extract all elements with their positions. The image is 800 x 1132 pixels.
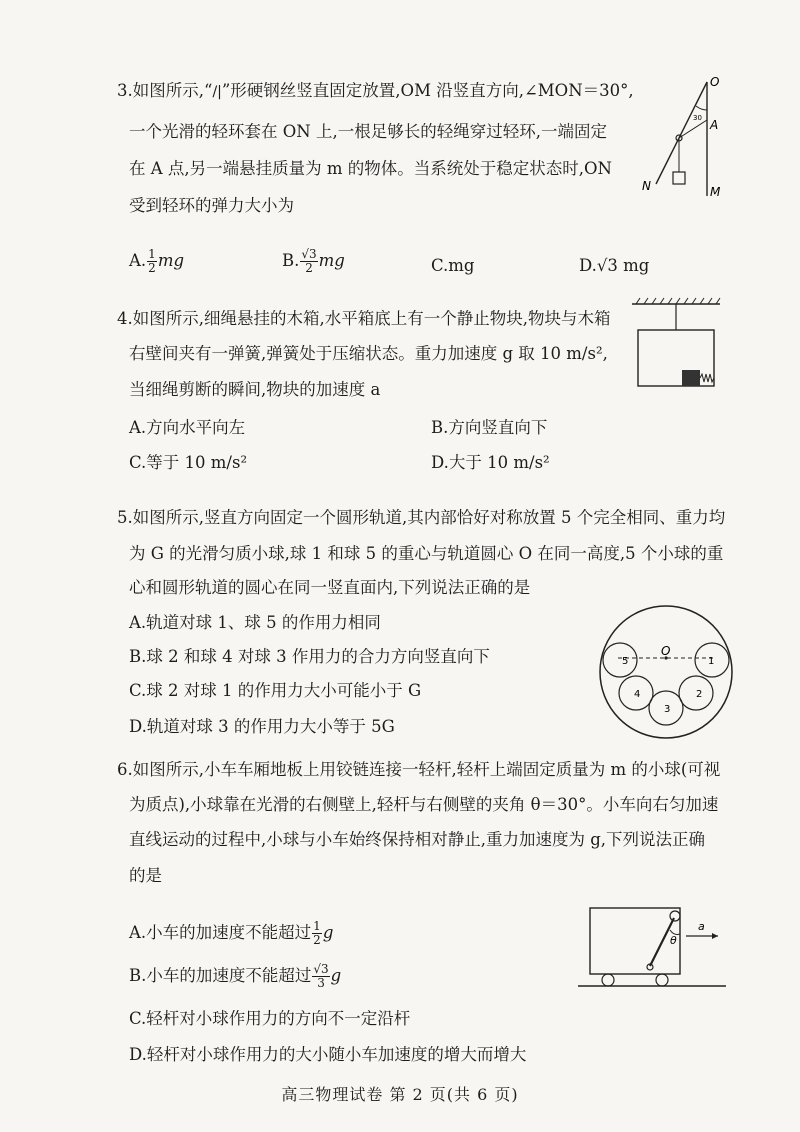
label-n: N [642, 179, 651, 193]
label-m: M [710, 185, 721, 199]
label-o: O [661, 644, 671, 658]
label-o: O [710, 75, 720, 89]
q4-option-a: A.方向水平向左 [129, 418, 246, 437]
q3-stem-line-1: 3.如图所示,“/|”形硬钢丝竖直固定放置,OM 沿竖直方向,∠MON＝30°, [117, 81, 634, 100]
cart-body [590, 908, 680, 974]
q6-option-c: C.轻杆对小球作用力的方向不一定沿杆 [129, 1009, 411, 1028]
wheel-left [602, 974, 614, 986]
angle-arc [696, 106, 707, 110]
q6-stem-line-1: 6.如图所示,小车车厢地板上用铰链连接一轻杆,轻杆上端固定质量为 m 的小球(可视 [117, 760, 721, 779]
page-footer: 高三物理试卷 第 2 页(共 6 页) [281, 1085, 519, 1104]
q4-option-b: B.方向竖直向下 [431, 418, 548, 437]
q6-stem-line-2: 为质点),小球靠在光滑的右侧壁上,轻杆与右侧壁的夹角 θ＝30°。小车向右匀加速 [129, 795, 719, 814]
label-ball-5: 5 [622, 656, 629, 667]
label-angle: 30 [693, 114, 702, 122]
q3-option-d: D.√3 mg [579, 256, 650, 275]
circular-track [600, 606, 732, 738]
q3-stem-line-3: 在 A 点,另一端悬挂质量为 m 的物体。当系统处于稳定状态时,ON [129, 159, 612, 178]
q5-figure [598, 604, 734, 740]
q5-option-d: D.轨道对球 3 的作用力大小等于 5G [129, 717, 395, 736]
q5-option-b: B.球 2 和球 4 对球 3 作用力的合力方向竖直向下 [129, 647, 490, 666]
q4-stem-line-3: 当细绳剪断的瞬间,物块的加速度 a [129, 380, 381, 399]
spring [700, 374, 714, 382]
q5-stem-line-3: 心和圆形轨道的圆心在同一竖直面内,下列说法正确的是 [129, 578, 531, 597]
q5-option-c: C.球 2 对球 1 的作用力大小可能小于 G [129, 681, 422, 700]
q3-option-c: C.mg [431, 256, 475, 275]
small-ball [670, 911, 680, 921]
q4-option-d: D.大于 10 m/s² [431, 453, 550, 472]
q3-option-b: B. $\frac{√3}{2}$ mg [282, 247, 345, 275]
label-ball-2: 2 [696, 689, 703, 700]
ball-5 [603, 643, 637, 677]
label-a: a [698, 920, 705, 933]
q6-figure [578, 900, 728, 996]
label-a: A [710, 118, 719, 132]
q6-option-a: A.小车的加速度不能超过 $\frac{1}{2}$ g [129, 919, 334, 947]
q6-option-d: D.轻杆对小球作用力的大小随小车加速度的增大而增大 [129, 1045, 527, 1064]
q4-stem-line-1: 4.如图所示,细绳悬挂的木箱,水平箱底上有一个静止物块,物块与木箱 [117, 309, 611, 328]
q4-stem-line-2: 右壁间夹有一弹簧,弹簧处于压缩状态。重力加速度 g 取 10 m/s², [129, 344, 608, 363]
mass-block [673, 172, 685, 184]
q4-option-c: C.等于 10 m/s² [129, 453, 248, 472]
ceiling-hatch [636, 298, 720, 304]
q6-stem-line-3: 直线运动的过程中,小球与小车始终保持相对静止,重力加速度为 g,下列说法正确 [129, 830, 706, 849]
q6-option-b: B.小车的加速度不能超过 $\frac{√3}{3}$ g [129, 962, 342, 990]
block [682, 370, 700, 386]
q3-figure [640, 72, 730, 202]
q6-stem-line-4: 的是 [129, 866, 162, 885]
wheel-right [656, 974, 668, 986]
q3-stem-line-2: 一个光滑的轻环套在 ON 上,一根足够长的轻绳穿过轻环,一端固定 [129, 122, 607, 141]
rod-on [656, 82, 707, 184]
q5-stem-line-2: 为 G 的光滑匀质小球,球 1 和球 5 的重心与轨道圆心 O 在同一高度,5 个小球的重 [129, 544, 724, 563]
q3-option-a: A. $\frac{1}{2}$ mg [129, 247, 185, 275]
label-ball-1: 1 [708, 656, 715, 667]
label-ball-4: 4 [634, 689, 641, 700]
q3-stem-line-4: 受到轻环的弹力大小为 [129, 196, 294, 215]
q5-option-a: A.轨道对球 1、球 5 的作用力相同 [129, 613, 381, 632]
label-theta: θ [670, 934, 677, 947]
q4-figure [628, 296, 724, 392]
label-ball-3: 3 [664, 704, 671, 715]
q5-stem-line-1: 5.如图所示,竖直方向固定一个圆形轨道,其内部恰好对称放置 5 个完全相同、重力均 [117, 508, 726, 527]
